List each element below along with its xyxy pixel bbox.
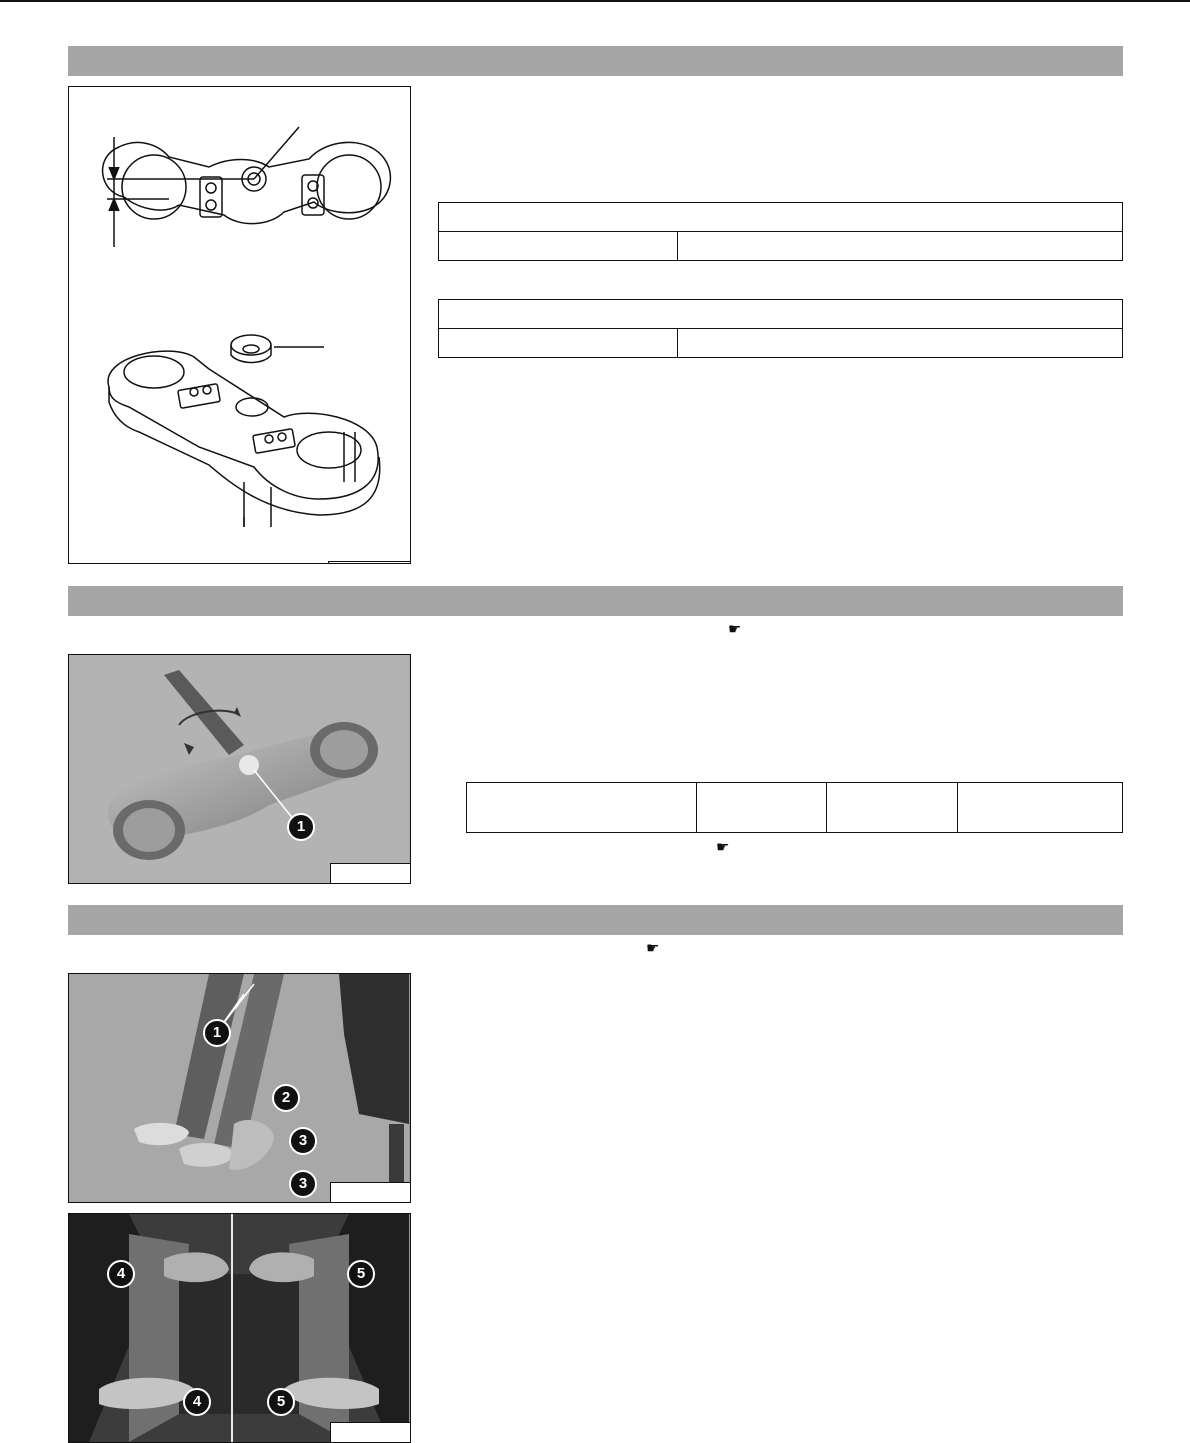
callout-3: 3: [289, 1170, 317, 1198]
reference-hand-icon: ☛: [646, 940, 660, 957]
figure-triple-clamp-photo: [68, 654, 411, 884]
clamp-bolts-photo-icon: [69, 1214, 409, 1442]
reference-hand-icon: ☛: [728, 621, 742, 638]
figure-triple-clamp-drawing: [68, 86, 411, 564]
page-top-rule: [0, 0, 1190, 2]
callout-3: 3: [289, 1127, 317, 1155]
fork-legs-photo-icon: [69, 974, 409, 1202]
reference-hand-icon: ☛: [716, 839, 730, 856]
spec-table-2: [438, 299, 1123, 358]
figure-caption: [330, 1422, 410, 1442]
spec-table-3: [466, 782, 1123, 833]
triple-clamp-drawing-icon: [69, 87, 409, 562]
section-header-3: [68, 905, 1123, 935]
callout-5: 5: [267, 1388, 295, 1416]
section-header-1: [68, 46, 1123, 76]
figure-caption: [330, 1182, 410, 1202]
callout-2: 2: [272, 1084, 300, 1112]
callout-4: 4: [107, 1260, 135, 1288]
figure-clamp-bolts-photo: [68, 1213, 411, 1443]
section-header-2: [68, 586, 1123, 616]
callout-5: 5: [347, 1260, 375, 1288]
triple-clamp-photo-icon: [69, 655, 409, 883]
spec-table-1: [438, 202, 1123, 261]
figure-fork-legs-photo: [68, 973, 411, 1203]
callout-1: 1: [287, 813, 315, 841]
figure-caption: [330, 863, 410, 883]
callout-4: 4: [183, 1388, 211, 1416]
callout-1: 1: [203, 1019, 231, 1047]
